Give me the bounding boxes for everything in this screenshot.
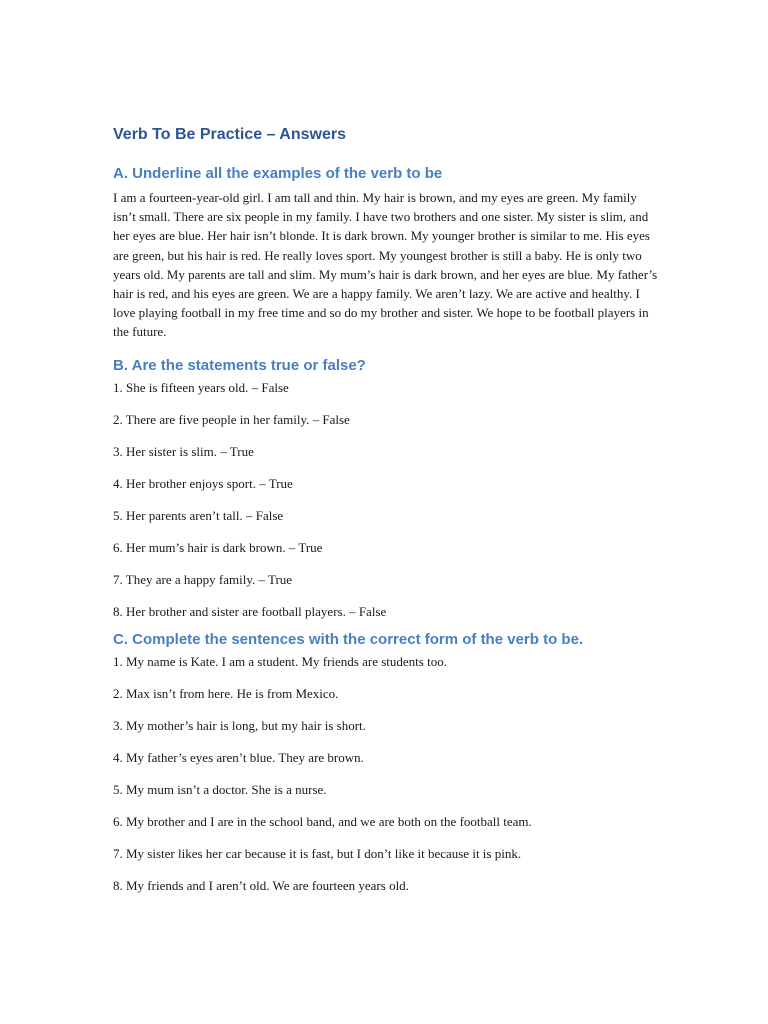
section-c-heading: C. Complete the sentences with the correct form of the verb to be. [113,630,584,648]
list-item: 1. She is fifteen years old. – False [113,379,289,395]
list-item: 1. My name is Kate. I am a student. My friends are students too. [113,653,447,669]
section-a-paragraph: I am a fourteen-year-old girl. I am tall and thin. My hair is brown, and my eyes are green. My family isn’t small. There are six people in my family. I have two brothers and one sister. My sister is slim, and her eyes are blue. Her hair isn’t blonde. It is dark brown. My younger brother is similar to me. His eyes are green, but his hair is red. He really loves sport. My youngest brother is still a baby. He is only two years old. My parents are tall and slim. My mum’s hair is dark brown, and her eyes are blue. My father’s hair is red, and his eyes are green. We are a happy family. We aren’t lazy. We are active and healthy. I love playing football in my free time and so do my brother and sister. We hope to be football players in the future. [113,190,658,340]
list-item: 7. My sister likes her car because it is fast, but I don’t like it because it is pink. [113,845,522,861]
list-item: 8. My friends and I aren’t old. We are fourteen years old. [113,877,409,893]
list-item: 3. Her sister is slim. – True [113,443,254,459]
list-item: 4. Her brother enjoys sport. – True [113,475,293,491]
section-c-list [113,654,658,894]
list-item: 5. Her parents aren’t tall. – False [113,507,284,523]
list-item: 7. They are a happy family. – True [113,571,293,587]
list-item: 2. Max isn’t from here. He is from Mexico. [113,685,339,701]
section-b-heading: B. Are the statements true or false? [113,356,366,374]
list-item: 3. My mother’s hair is long, but my hair is short. [113,717,366,733]
list-item: 8. Her brother and sister are football players. – False [113,603,387,619]
section-b-list [113,380,658,620]
list-item: 5. My mum isn’t a doctor. She is a nurse. [113,781,327,797]
section-a-heading: A. Underline all the examples of the verb to be [113,165,443,182]
list-item: 6. My brother and I are in the school band, and we are both on the football team. [113,813,532,829]
document-title: Verb To Be Practice – Answers [113,126,346,143]
list-item: 6. Her mum’s hair is dark brown. – True [113,539,323,555]
list-item: 4. My father’s eyes aren’t blue. They are brown. [113,749,364,765]
list-item: 2. There are five people in her family. – False [113,411,350,427]
